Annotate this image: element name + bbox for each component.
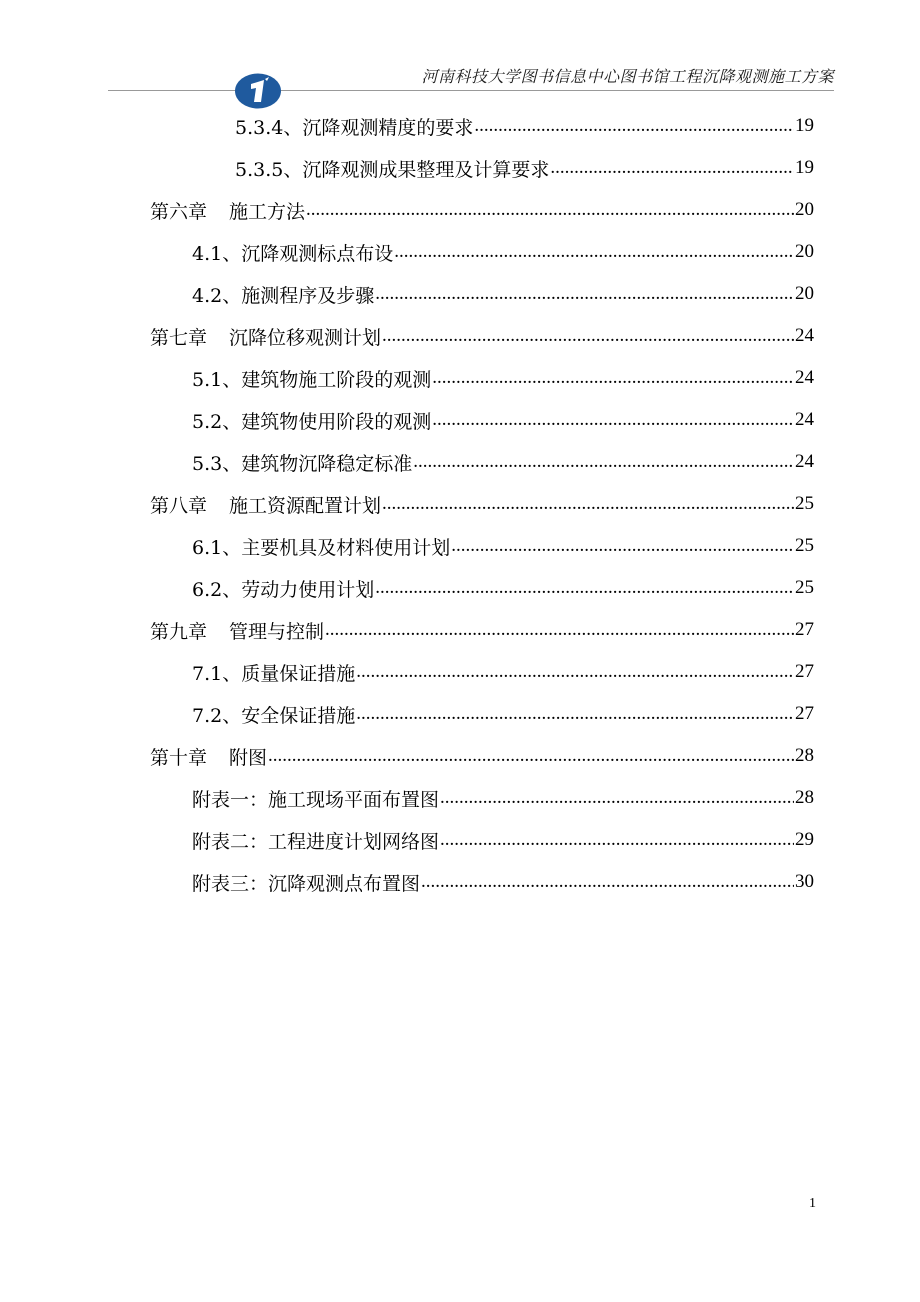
toc-page-number: 24 [795, 367, 814, 388]
toc-dot-leader [421, 872, 794, 903]
toc-entry-label: 附表三：沉降观测点布置图 [192, 872, 421, 895]
toc-page-number: 25 [795, 493, 814, 514]
toc-entry[interactable] [192, 231, 814, 273]
toc-chapter-title: 附图 [229, 746, 268, 769]
toc-page-number: 20 [795, 199, 814, 220]
toc-dot-leader [550, 158, 794, 189]
toc-entry[interactable] [192, 651, 814, 693]
toc-entry-label [150, 197, 305, 224]
toc-page-number: 24 [795, 451, 814, 472]
toc-page-number: 20 [795, 283, 814, 304]
toc-dot-leader [382, 326, 794, 357]
toc-dot-leader [451, 536, 794, 567]
toc-entry[interactable] [192, 693, 814, 735]
toc-entry-label: 4.1、沉降观测标点布设 [192, 242, 394, 265]
toc-dot-leader [432, 368, 794, 399]
toc-dot-leader [268, 746, 794, 777]
toc-entry[interactable] [192, 777, 814, 819]
toc-chapter-title: 施工资源配置计划 [229, 494, 382, 517]
toc-entry[interactable] [235, 147, 814, 189]
toc-entry-label: 附表一：施工现场平面布置图 [192, 788, 440, 811]
toc-chapter-title: 管理与控制 [229, 620, 325, 643]
toc-dot-leader [375, 284, 794, 315]
toc-page-number: 20 [795, 241, 814, 262]
toc-entry-label: 6.2、劳动力使用计划 [192, 578, 375, 601]
toc-dot-leader [375, 578, 794, 609]
toc-page-number: 29 [795, 829, 814, 850]
toc-page-number: 25 [795, 577, 814, 598]
toc-page-number: 19 [795, 115, 814, 136]
toc-page-number: 28 [795, 787, 814, 808]
toc-entry-label: 5.3、建筑物沉降稳定标准 [192, 452, 413, 475]
toc-dot-leader [394, 242, 794, 273]
toc-dot-leader [356, 662, 794, 693]
toc-chapter-number: 第六章 [150, 200, 208, 223]
toc-page-number: 24 [795, 325, 814, 346]
toc-entry[interactable] [192, 273, 814, 315]
toc-dot-leader [432, 410, 794, 441]
toc-chapter-entry[interactable] [150, 483, 814, 525]
toc-dot-leader [356, 704, 794, 735]
toc-dot-leader [382, 494, 794, 525]
toc-entry-label: 5.3.4、沉降观测精度的要求 [235, 116, 474, 139]
toc-entry-label: 5.1、建筑物施工阶段的观测 [192, 368, 432, 391]
toc-dot-leader [306, 200, 794, 231]
header-rule [108, 90, 834, 91]
toc-entry[interactable] [192, 861, 814, 903]
toc-entry-label [150, 323, 381, 350]
toc-entry-label: 6.1、主要机具及材料使用计划 [192, 536, 451, 559]
document-title: 河南科技大学图书信息中心图书馆工程沉降观测施工方案 [421, 67, 834, 86]
toc-entry[interactable] [235, 105, 814, 147]
toc-chapter-entry[interactable] [150, 735, 814, 777]
toc-chapter-number: 第八章 [150, 494, 208, 517]
toc-chapter-number: 第九章 [150, 620, 208, 643]
toc-dot-leader [325, 620, 794, 651]
toc-dot-leader [440, 788, 794, 819]
toc-page-number: 27 [795, 619, 814, 640]
toc-chapter-title: 沉降位移观测计划 [229, 326, 382, 349]
toc-entry-label: 7.1、质量保证措施 [192, 662, 356, 685]
toc-page-number: 25 [795, 535, 814, 556]
toc-entry-label: 附表二：工程进度计划网络图 [192, 830, 440, 853]
toc-entry-label: 7.2、安全保证措施 [192, 704, 356, 727]
toc-chapter-entry[interactable] [150, 315, 814, 357]
toc-chapter-number: 第十章 [150, 746, 208, 769]
page-number: 1 [809, 1196, 816, 1211]
toc-entry[interactable] [192, 819, 814, 861]
toc-entry[interactable] [192, 567, 814, 609]
toc-page-number: 27 [795, 703, 814, 724]
toc-entry-label: 5.3.5、沉降观测成果整理及计算要求 [235, 158, 550, 181]
toc-entry-label: 5.2、建筑物使用阶段的观测 [192, 410, 432, 433]
toc-dot-leader [413, 452, 794, 483]
toc-entry-label [150, 617, 324, 644]
toc-page-number: 30 [795, 871, 814, 892]
toc-page-number: 27 [795, 661, 814, 682]
toc-entry-label [150, 491, 381, 518]
toc-page-number: 28 [795, 745, 814, 766]
toc-dot-leader [474, 116, 794, 147]
toc-chapter-entry[interactable] [150, 609, 814, 651]
toc-entry-label [150, 743, 267, 770]
toc-page-number: 19 [795, 157, 814, 178]
toc-chapter-number: 第七章 [150, 326, 208, 349]
toc-dot-leader [440, 830, 794, 861]
toc-chapter-title: 施工方法 [229, 200, 306, 223]
toc-entry[interactable] [192, 357, 814, 399]
toc-entry[interactable] [192, 525, 814, 567]
toc-entry[interactable] [192, 399, 814, 441]
toc-page-number: 24 [795, 409, 814, 430]
toc-entry-label: 4.2、施测程序及步骤 [192, 284, 375, 307]
toc-entry[interactable] [192, 441, 814, 483]
toc-chapter-entry[interactable] [150, 189, 814, 231]
